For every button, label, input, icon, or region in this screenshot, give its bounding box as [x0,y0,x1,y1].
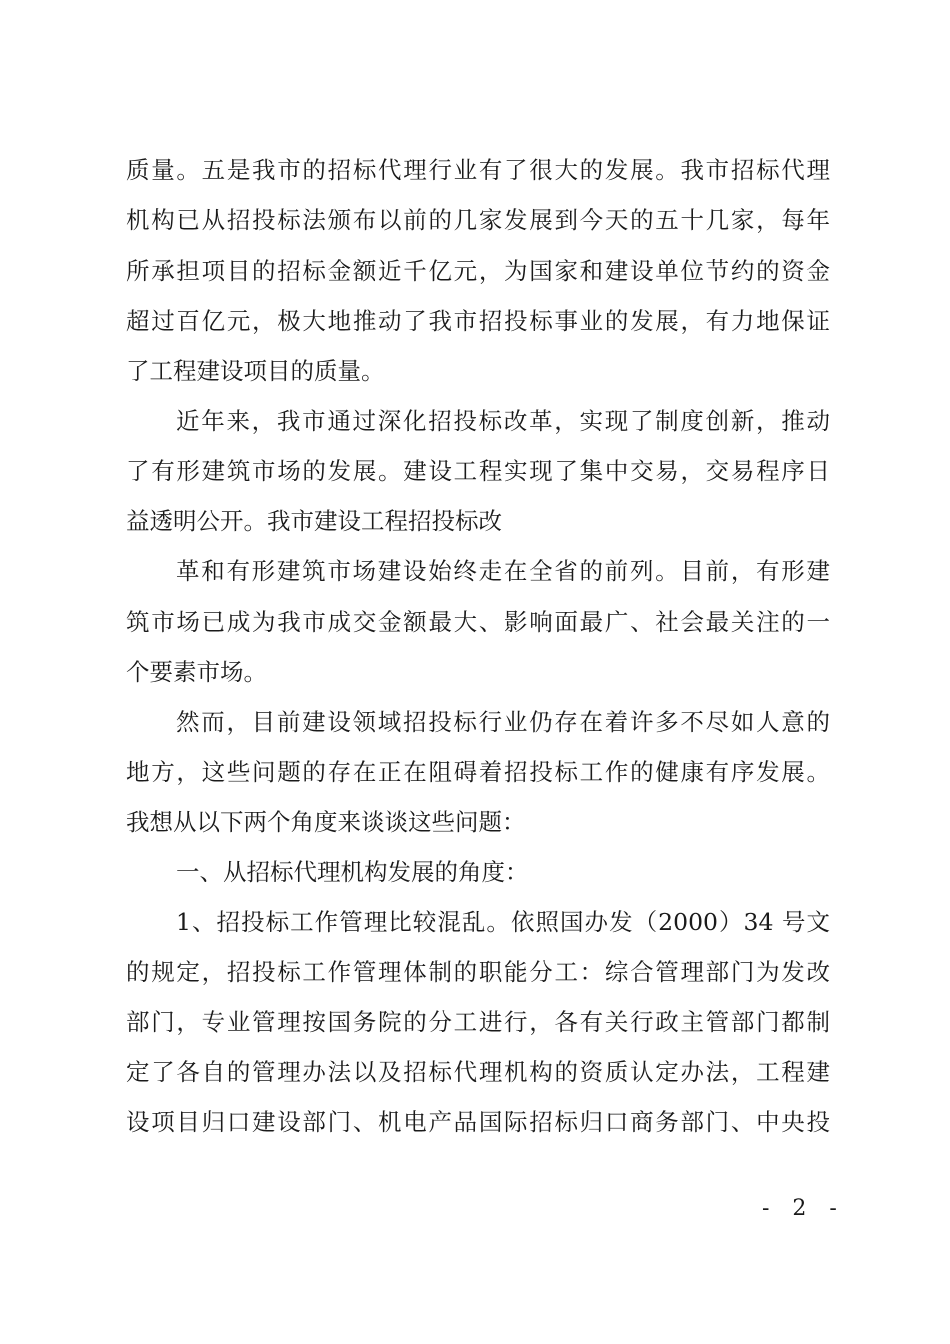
paragraph-first-line: 革和有形建筑市场建设始终走在全省的前列。目前，有形建 [176,557,830,585]
text-line: 质量。五是我市的招标代理行业有了很大的发展。我市招标代理 [126,156,830,184]
text-line: 定了各自的管理办法以及招标代理机构的资质认定办法，工程建 [126,1058,830,1086]
text-line: 筑市场已成为我市成交金额最大、影响面最广、社会最关注的一 [126,608,830,636]
text-line: 了有形建筑市场的发展。建设工程实现了集中交易，交易程序日 [126,457,830,485]
text-line: 所承担项目的招标金额近千亿元，为国家和建设单位节约的资金 [126,257,830,285]
text-line: 我想从以下两个角度来谈谈这些问题： [126,808,526,836]
text-line: 地方，这些问题的存在正在阻碍着招投标工作的健康有序发展。 [126,758,830,786]
text-line: 部门，专业管理按国务院的分工进行，各有关行政主管部门都制 [126,1008,830,1036]
paragraph-first-line: 1、招投标工作管理比较混乱。依照国办发（2000）34 号文 [176,908,830,936]
text-line: 设项目归口建设部门、机电产品国际招标归口商务部门、中央投 [126,1108,830,1136]
text-line: 超过百亿元，极大地推动了我市招投标事业的发展，有力地保证 [126,307,830,335]
page-number: - 2 - [762,1196,845,1221]
section-heading: 一、从招标代理机构发展的角度： [176,858,529,886]
text-line: 了工程建设项目的质量。 [126,357,385,385]
paragraph-first-line: 然而，目前建设领域招投标行业仍存在着许多不尽如人意的 [176,708,830,736]
text-line: 益透明公开。我市建设工程招投标改 [126,507,502,535]
text-line: 机构已从招投标法颁布以前的几家发展到今天的五十几家，每年 [126,206,830,234]
paragraph-first-line: 近年来，我市通过深化招投标改革，实现了制度创新，推动 [176,407,830,435]
text-line: 的规定，招投标工作管理体制的职能分工：综合管理部门为发改 [126,958,830,986]
text-line: 个要素市场。 [126,658,267,686]
